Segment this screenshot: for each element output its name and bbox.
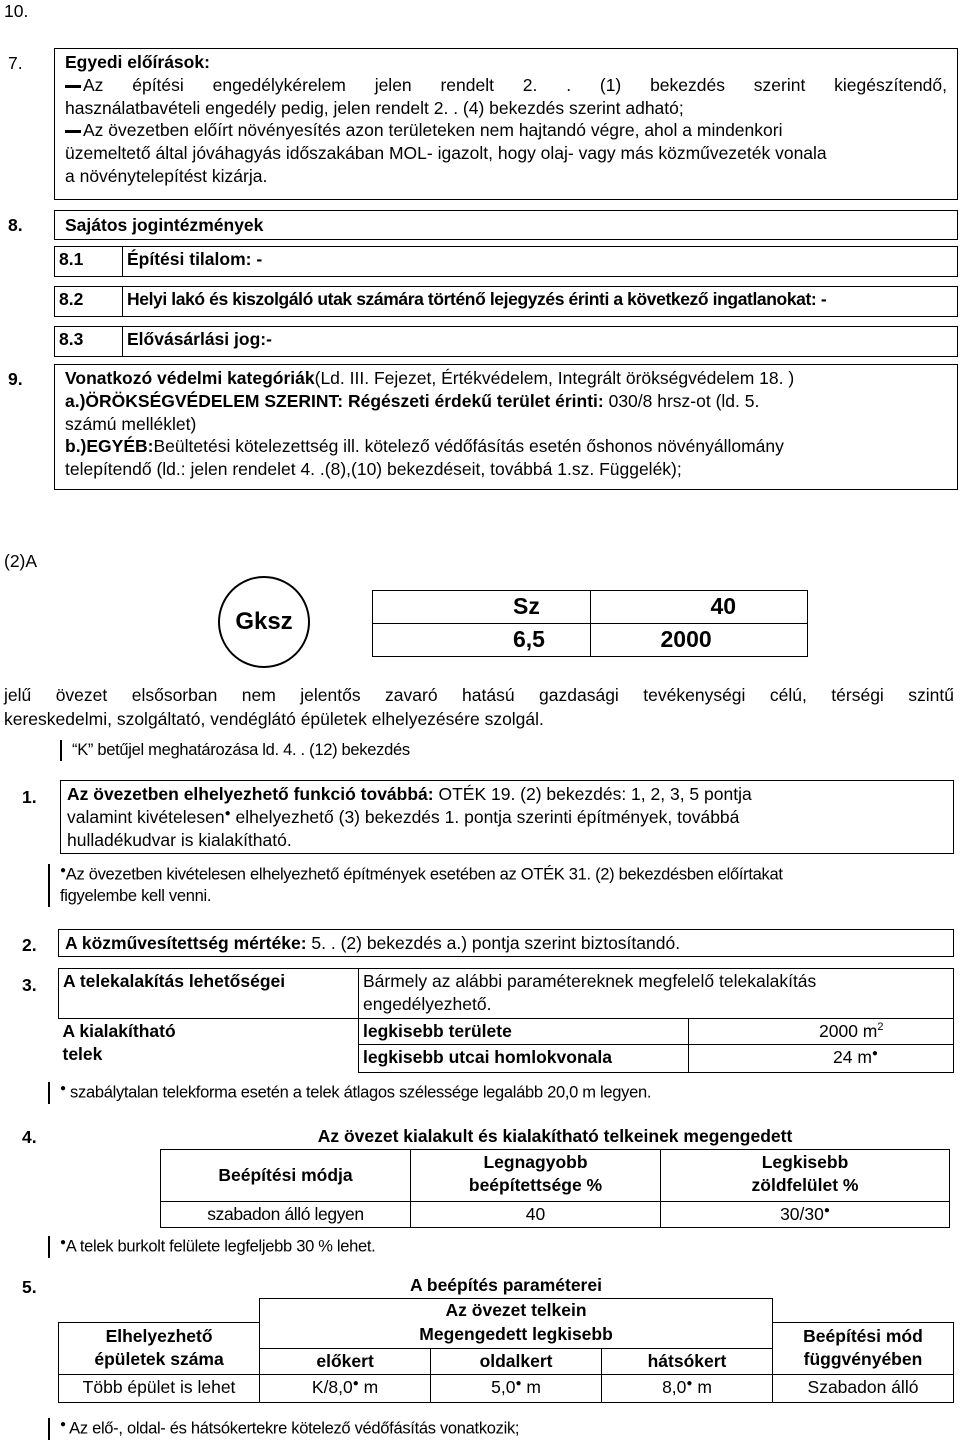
point-3-row2-label: legkisebb utcai homlokvonala [359,1044,689,1072]
point-3-note [48,1082,651,1104]
zone-cell-65: 6,5 [373,623,591,656]
point-4-note [48,1236,375,1258]
point-1-note-1: Az övezetben kivételesen elhelyezhető építmények esetében az OTÉK 31. (2) bekezdésben előírtakat [65,865,783,884]
section-8-number: 8. [8,215,23,235]
bullet-icon: ● [60,1237,66,1248]
bullet-icon: ● [686,1377,693,1389]
dash-icon [65,85,81,88]
bullet-icon: ● [871,1047,878,1059]
section-9-title-ref: (Ld. III. Fejezet, Értékvédelem, Integrált örökségvédelem 18. ) [314,368,795,388]
point-4-h2b: beépítettsége % [468,1174,603,1195]
section-8-title: Sajátos jogintézmények [54,210,958,240]
point-5-h-d: hátsókert [602,1348,773,1374]
section-7-box [54,48,958,200]
point-4-h2a: Legnagyobb [483,1151,588,1172]
section-7-line2: használatbavételi engedély pedig, jelen rendelt 2. . (4) bekezdés szerint adható; [65,97,684,118]
point-3-title: A telekalakítás lehetőségei [59,969,359,1019]
zone-desc-1: jelű övezet elsősorban nem jelentős zavaró hatású gazdasági tevékenységi célú, térségi szintű [4,685,954,705]
row-8-1-text: Építési tilalom: - [123,247,958,277]
section-9-b-text2: telepítendő (ld.: jelen rendelet 4. .(8),(10) bekezdéseit, továbbá 1.sz. Függelék); [65,459,682,479]
point-3-text1: Bármely az alábbi paramétereknek megfelelő telekalakítás [363,971,817,991]
point-2-text: 5. . (2) bekezdés a.) pontja szerint biztosítandó. [306,933,681,953]
point-1-line1: OTÉK 19. (2) bekezdés: 1, 2, 3, 5 pontja [433,784,752,804]
point-4-h1: Beépítési módja [161,1149,411,1201]
point-5-h-a2: épületek száma [94,1349,224,1369]
row-8-1-num: 8.1 [55,247,123,277]
point-5-title-1: A beépítés paraméterei [410,1275,602,1295]
zone-desc-2: kereskedelmi, szolgáltató, vendéglátó épületek elhelyezésére szolgál. [4,709,544,729]
section-9-a-text: 030/8 hrsz-ot (ld. 5. [603,390,760,411]
point-5-h-c: oldalkert [431,1348,602,1374]
zone-heading: (2)A [4,551,38,571]
point-5-v-b: K/8,0 [311,1376,353,1397]
zone-cell-40: 40 [590,591,808,624]
section-7-line3: Az övezetben előírt növényesítés azon területeken nem hajtandó végre, ahol a mindenkori [83,120,783,141]
point-4-v3: 30/30 [780,1203,824,1224]
point-2-title: A közművesítettség mértéke: [65,933,307,953]
point-3-note-text: szabálytalan telekforma esetén a telek átlagos szélessége legalább 20,0 m legyen. [70,1083,652,1102]
point-4-v1: szabadon álló legyen [161,1201,411,1227]
point-5-v-c: 5,0 [491,1376,516,1397]
point-5-title-2: Az övezet telkein [260,1298,773,1322]
row-8-2-text: Helyi lakó és kiszolgáló utak számára történő lejegyzés érinti a következő ingatlanokat: - [123,287,958,317]
point-5-v-a: Több épület is lehet [59,1374,260,1402]
point-5-v-b2: m [358,1376,379,1397]
point-5-note-text: Az elő-, oldal- és hátsókertekre kötelező védőfásítás vonatkozik; [69,1419,520,1438]
point-3-row2-value: 24 m [833,1046,872,1067]
row-8-3-text: Elővásárlási jog:- [123,327,958,357]
point-5-v-d: 8,0 [662,1376,687,1397]
point-2-box [58,929,954,957]
point-3-subtitle-1: A kialakítható [62,1021,176,1041]
point-5-h-mid: Megengedett legkisebb [260,1322,773,1348]
section-9-b-label: b.)EGYÉB: [65,436,154,457]
section-9-b-text: Beültetési kötelezettség ill. kötelező védőfásítás esetén őshonos növényállomány [153,436,784,457]
dash-icon [65,130,81,133]
bullet-icon: ● [823,1204,830,1216]
point-5-table [58,1274,954,1403]
zone-cell-sz: Sz [373,591,591,624]
point-1-box [60,780,954,854]
zone-matrix [372,590,808,657]
zone-cell-2000: 2000 [590,623,808,656]
page-number: 10. [4,1,29,21]
bullet-icon: ● [60,1419,66,1430]
section-8-table [54,246,958,277]
point-5-h-a1: Elhelyezhető [105,1326,213,1347]
section-9-a-text2: számú melléklet) [65,413,197,434]
point-5-v-d2: m [692,1376,712,1397]
point-3-subtitle-2: telek [62,1043,103,1064]
point-1-line2b: elhelyezhető (3) bekezdés 1. pontja szerinti építmények, továbbá [230,806,740,827]
point-5-v-e: Szabadon álló [772,1374,953,1402]
bullet-icon: ● [352,1377,359,1389]
point-4-number: 4. [22,1127,37,1147]
point-3-row1-sup: 2 [877,1021,884,1034]
point-1-line2a: valamint kivételesen [67,806,225,827]
row-8-3-num: 8.3 [55,327,123,357]
section-7-number: 7. [8,53,23,73]
zone-code: Gksz [235,608,293,636]
section-9-a-label: a.)ÖRÖKSÉGVÉDELEM SZERINT: Régészeti érdekű terület érinti: [65,390,604,411]
point-5-number: 5. [22,1277,37,1297]
point-5-h-b: előkert [260,1348,431,1374]
point-5-h-e1: Beépítési mód [803,1326,923,1347]
bullet-icon: ● [60,865,66,876]
section-7-line5: a növénytelepítést kizárja. [65,165,268,186]
bullet-icon: ● [60,1083,66,1094]
point-2-number: 2. [22,935,37,955]
point-3-number: 3. [22,975,37,995]
point-1-line3: hulladékudvar is kialakítható. [67,829,292,850]
point-5-v-c2: m [521,1376,541,1397]
zone-note: “K” betűjel meghatározása ld. 4. . (12) bekezdés [60,740,410,761]
point-4-h3a: Legkisebb [761,1151,849,1172]
section-8-table-2 [54,286,958,317]
point-1-number: 1. [22,787,37,807]
point-1-note-2: figyelembe kell venni. [60,886,212,905]
section-9-title: Vonatkozó védelmi kategóriák [65,368,315,388]
section-7-line4: üzemeltető által jóváhagyás időszakában MOL- igazolt, hogy olaj- vagy más közművezeték vonala [65,143,827,163]
section-7-line1: Az építési engedélykérelem jelen rendelt 2. . (1) bekezdés szerint kiegészítendő, [83,74,947,95]
point-1-note [48,864,954,907]
point-4-title: Az övezet kialakult és kialakítható telkeinek megengedett [317,1126,793,1146]
point-3-table [58,968,954,1073]
section-8-table-3 [54,326,958,357]
point-5-h-e2: függvényében [803,1349,923,1369]
section-9-box [54,364,958,490]
section-9-number: 9. [8,369,23,389]
bullet-icon: ● [224,807,231,819]
point-3-row1-value: 2000 m [819,1021,878,1041]
point-1-title: Az övezetben elhelyezhető funkció továbbá: [67,784,434,804]
point-3-text2: engedélyezhető. [363,993,492,1014]
bullet-icon: ● [515,1377,522,1389]
point-4-note-text: A telek burkolt felülete legfeljebb 30 % lehet. [65,1237,376,1256]
point-4-v2: 40 [411,1201,661,1227]
point-4-table [160,1124,950,1228]
zone-code-circle [218,576,310,668]
point-5-note [48,1418,519,1440]
row-8-2-num: 8.2 [55,287,123,317]
point-4-h3b: zöldfelület % [751,1174,859,1195]
point-3-row1-label: legkisebb területe [359,1019,689,1045]
section-7-title: Egyedi előírások: [65,52,210,72]
